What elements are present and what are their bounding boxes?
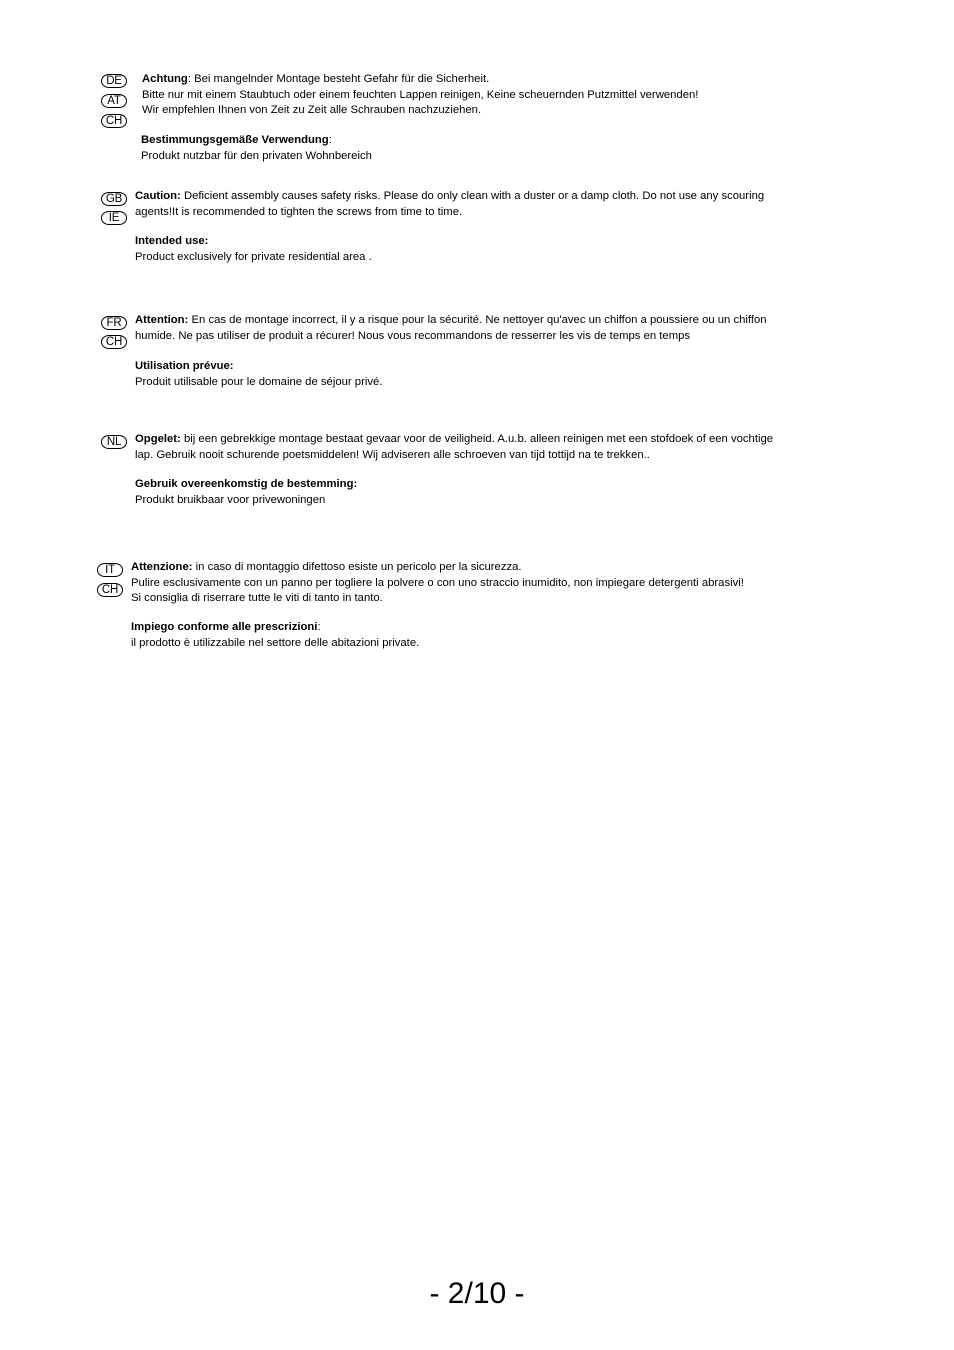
intended-use (135, 359, 382, 390)
country-badge-ie: IE (101, 211, 127, 225)
intended-use-text: Produkt nutzbar für den privaten Wohnbereich (141, 149, 372, 162)
warning-label: Attention: (135, 314, 189, 326)
warning-text (135, 313, 767, 344)
intended-use (135, 234, 372, 265)
intended-use-title: Impiego conforme alle prescrizioni (131, 621, 318, 633)
intended-use-title: Utilisation prévue: (135, 360, 234, 372)
intended-use-title-suffix: : (328, 134, 332, 146)
page-number: - 2/10 - (429, 1277, 525, 1310)
intended-use-text: Produkt bruikbaar voor privewoningen (135, 493, 326, 506)
warning-label: Attenzione: (131, 561, 193, 573)
warning-label: Achtung (142, 73, 188, 85)
warning-text (131, 560, 744, 607)
warning-label: Opgelet: (135, 433, 181, 445)
warning-line: agents!It is recommended to tighten the screws from time to time. (135, 205, 463, 218)
country-badge-ch: CH (97, 583, 123, 597)
warning-text (135, 432, 773, 463)
country-badge-nl: NL (101, 435, 127, 449)
warning-text (142, 72, 698, 119)
warning-line: Deficient assembly causes safety risks. Please do only clean with a duster or a damp cloth. Do not use any scouring (180, 190, 765, 202)
intended-use-title: Bestimmungsgemäße Verwendung (141, 134, 329, 146)
warning-line: Wir empfehlen Ihnen von Zeit zu Zeit alle Schrauben nachzuziehen. (142, 104, 482, 116)
intended-use-title: Intended use: (135, 235, 209, 247)
country-badge-ch: CH (101, 114, 127, 128)
warning-line: Pulire esclusivamente con un panno per togliere la polvere o con uno straccio inumidito, non impiegare detergenti abrasivi! (131, 576, 744, 589)
warning-line: Bitte nur mit einem Staubtuch oder einem feuchten Lappen reinigen, Keine scheuernden Putzmittel verwenden! (142, 88, 699, 101)
warning-line: humide. Ne pas utiliser de produit a récurer! Nous vous recommandons de resserrer les vis de temps en temps (135, 329, 691, 342)
warning-line: En cas de montage incorrect, il y a risque pour la sécurité. Ne nettoyer qu'avec un chiffon a poussiere ou un chiffon (188, 314, 767, 326)
intended-use-text: il prodotto è utilizzabile nel settore delle abitazioni private. (131, 636, 420, 649)
warning-label: Caution: (135, 190, 181, 202)
warning-line: Si consiglia di riserrare tutte le viti di tanto in tanto. (131, 592, 383, 604)
warning-line: in caso di montaggio difettoso esiste un pericolo per la sicurezza. (192, 561, 522, 573)
intended-use (141, 133, 372, 164)
country-badge-at: AT (101, 94, 127, 108)
country-badge-fr: FR (101, 316, 127, 330)
intended-use-title-suffix: : (317, 621, 321, 633)
country-badge-ch: CH (101, 335, 127, 349)
country-badge-de: DE (101, 74, 127, 88)
intended-use-text: Product exclusively for private residential area . (135, 250, 372, 263)
warning-line: : Bei mangelnder Montage besteht Gefahr für die Sicherheit. (187, 73, 490, 85)
country-badge-it: IT (97, 563, 123, 577)
intended-use-title: Gebruik overeenkomstig de bestemming: (135, 478, 358, 490)
warning-line: lap. Gebruik nooit schurende poetsmiddelen! Wij adviseren alle schroeven van tijd tottijd na te trekken.. (135, 448, 650, 461)
intended-use (135, 477, 357, 508)
intended-use-text: Produit utilisable pour le domaine de séjour privé. (135, 375, 383, 388)
country-badge-gb: GB (101, 192, 127, 206)
warning-text (135, 189, 764, 220)
intended-use (131, 620, 419, 651)
warning-line: bij een gebrekkige montage bestaat gevaar voor de veiligheid. A.u.b. alleen reinigen met een stofdoek of een vochtige (180, 433, 774, 445)
